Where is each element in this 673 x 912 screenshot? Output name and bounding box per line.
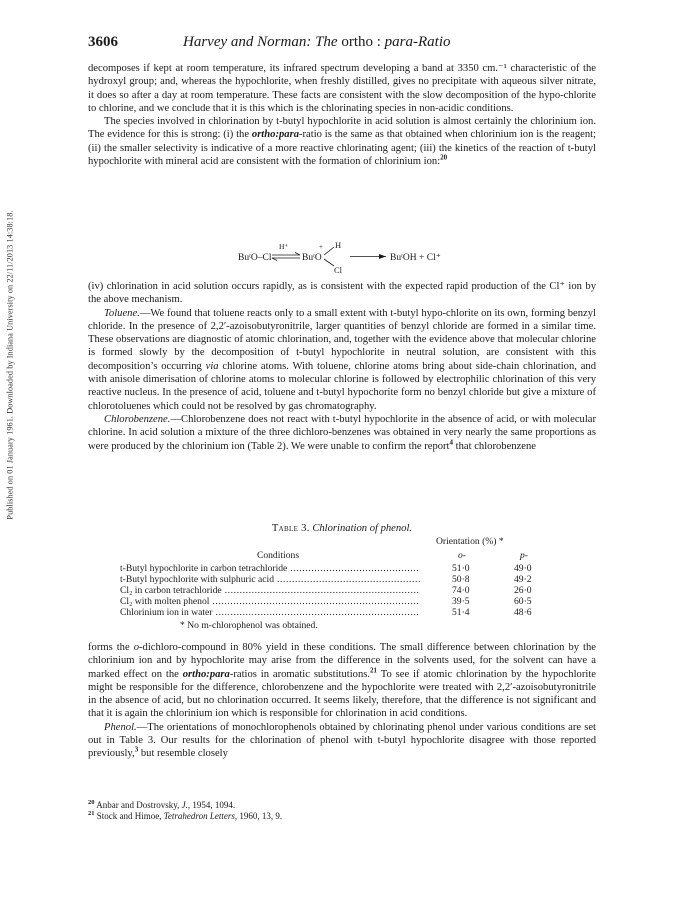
table-row [120, 596, 560, 607]
phenol-heading: Phenol. [104, 721, 137, 733]
text-block-bottom [88, 641, 596, 761]
paragraph-3: (iv) chlorination in acid solution occurs rapidly, as is consistent with the expected rapid production of the Cl⁺ ion by the above mechanism. [88, 281, 596, 306]
p6-ortho: ortho [182, 668, 207, 680]
table-cell-o: 50·8 [452, 574, 470, 585]
footnote-21 [88, 811, 596, 822]
footnote-20-authors: Anbar and Dostrovsky, [96, 800, 180, 810]
p6-sep: : [206, 668, 210, 680]
eq-reactant: BuᵗO–Cl [238, 253, 272, 263]
running-title-the: The [315, 34, 338, 50]
reaction-scheme [88, 238, 596, 274]
toluene-via: via [205, 360, 219, 372]
footnote-20 [88, 800, 596, 811]
download-watermark-text: Published on 01 January 1961. Downloaded by Indiana University on 22/11/2013 14:38:18. [5, 210, 15, 520]
paragraph-6 [88, 641, 596, 721]
text-block-top [88, 62, 596, 168]
table-cell-p: 26·0 [514, 585, 532, 596]
footnote-21-rest: 1960, 13, 9. [239, 811, 283, 821]
table-footnote: * No m-chlorophenol was obtained. [180, 620, 318, 631]
eq-intermediate-bu: BuᵗO [302, 253, 322, 263]
eq-intermediate-cl: Cl [334, 265, 343, 274]
p2-text-a: The species involved in chlorination by t-butyl hypochlorite in acid solution is almost certainly the chlorinium ion. The evidence for this is strong: (i) the [88, 116, 596, 141]
running-title-ortho: ortho [341, 34, 373, 50]
table-row [120, 607, 560, 618]
table-cell-o: 51·0 [452, 563, 470, 574]
table-cell-condition: t-Butyl hypochlorite in carbon tetrachloride ..... [120, 563, 420, 574]
eq-intermediate-plus: + [319, 243, 323, 251]
table-header-o: o- [458, 550, 466, 561]
ref-4: 4 [449, 438, 454, 447]
paragraph-chlorobenzene [88, 413, 596, 453]
eq-products: BuᵗOH + Cl⁺ [390, 253, 441, 263]
table-caption: Chlorination of phenol. [312, 523, 413, 534]
table-cell-o: 39·5 [452, 596, 470, 607]
running-title-para: para-Ratio [384, 34, 451, 50]
text-block-middle [88, 280, 596, 453]
p6-text-c: -ratios in aromatic substitutions. [229, 668, 371, 680]
p6-text-a: forms the [88, 642, 130, 653]
eq-product-arrowhead [379, 254, 386, 259]
table-cell-condition: Cl₂ in carbon tetrachloride ..... [120, 585, 420, 596]
chlorobenzene-text-a: —Chlorobenzene does not react with t-butyl hypochlorite in the absence of acid, or with molecular chlorine. In acid solution a mixture of the three dichloro-benzenes was obtained in very nearly the same proportions as were produced by the chlorinium ion (Table 2). We were unable to confirm the report [88, 413, 596, 452]
toluene-text-b: chlorine atoms. With toluene, chlorine atoms bring about side-chain chlorination, and with anisole dimerisation of chlorine atoms to molecular chlorine is followed by electrophilic chlorination of this very reactive nucleus. In the presence of acid, toluene and t-butyl hypochorite form no benzyl chloride but give a mixture of chlorotoluenes which could not be resolved by gas chromatography. [88, 360, 596, 412]
p6-para: para [209, 668, 230, 680]
table-label: Table 3. [271, 523, 310, 534]
table-cell-condition: Chlorinium ion in water ..... [120, 607, 420, 618]
table-cell-o: 74·0 [452, 585, 470, 596]
paragraph-2 [88, 115, 596, 168]
footnote-21-number: 21 [88, 810, 95, 817]
toluene-text-a: —We found that toluene reacts only to a small extent with t-butyl hypo-chlorite on its own, forming benzyl chloride. In the presence of 2,2′-azoisobutyronitrile, larger quantities of benzyl chloride are formed in a similar time. These observations are diagnostic of atomic chlorination, and, together with the evidence above that molecular chlorine is formed slowly by the decomposition of t-butyl hypochlorite in neutral solution, are consistent with this decomposition’s occurring [88, 307, 596, 372]
eq-bond-cl [324, 259, 334, 266]
table-header-p: p- [520, 550, 528, 561]
paragraph-phenol [88, 721, 596, 761]
running-title-sep: : [376, 34, 381, 50]
p2-sep: : [275, 129, 279, 141]
reaction-equation [88, 238, 596, 274]
phenol-text-b: but resemble closely [140, 748, 228, 760]
paragraph-toluene [88, 307, 596, 413]
p6-o: o [133, 642, 140, 653]
running-header [88, 34, 596, 54]
running-title-authors: Harvey and Norman: [183, 34, 312, 50]
chlorobenzene-heading: Chlorobenzene. [104, 413, 171, 425]
table-row [120, 574, 560, 585]
footnote-20-rest: 1954, 1094. [192, 800, 236, 810]
ref-20: 20 [440, 153, 448, 162]
table-row [120, 563, 560, 574]
table-cell-condition: t-Butyl hypochlorite with sulphuric acid ..... [120, 574, 420, 585]
footnote-20-journal: J., [181, 800, 191, 810]
table-header-conditions: Conditions [256, 550, 300, 561]
phenol-text-a: —The orientations of monochlorophenols obtained by chlorinating phenol under various conditions are set out in Table 3. Our results for the chlorination of phenol with t-butyl hypochlorite disagree with those reported previously, [88, 721, 596, 760]
download-watermark [4, 150, 16, 580]
p2-para: para [278, 129, 299, 141]
table-cell-p: 49·2 [514, 574, 532, 585]
table-cell-p: 49·0 [514, 563, 532, 574]
footnote-21-authors: Stock and Himoe, [96, 811, 162, 821]
footnote-21-journal: Tetrahedron Letters, [163, 811, 238, 821]
table-cell-p: 60·5 [514, 596, 532, 607]
p6-text-d: To see if atomic chlorination by the hypochlorite might be responsible for the difference, chlorobenzene and the hypochlorite were treated with 2,2′-azoisobutyronitrile in the absence of acid, but no chlorination occurred. It seems likely, therefore, that the difference is not significant and that it is again the chlorinium ion which is responsible for chlorination in acid conditions. [88, 668, 596, 720]
ref-3: 3 [134, 745, 139, 754]
p6-text-b: -dichloro-compound in 80% yield in these conditions. The small difference between chlorination by the chlorinium ion and by hypochlorite may arise from the difference in the solvents used, for the solvent can have a marked effect on the [88, 642, 596, 680]
page-number: 3606 [88, 34, 118, 50]
p2-text-b: -ratio is the same as that obtained when chlorinium ion is the reagent; (ii) the smaller selectivity is indicative of a more reactive chlorinating agent; (iii) the kinetics of the reaction of t-butyl hypochlorite with mineral acid are consistent with the formation of chlorinium ion: [88, 129, 597, 168]
table-cell-o: 51·4 [452, 607, 470, 618]
table-title [88, 523, 596, 534]
chlorobenzene-text-b: that chlorobenzene [455, 440, 536, 452]
paragraph-1: decomposes if kept at room temperature, its infrared spectrum developing a band at 3350 cm.⁻¹ characteristic of the hydroxyl group; and, whereas the hypochlorite, when freshly distilled, gives no precipitate with aqueous silver nitrate, it does so after a day at room temperature. These facts are consistent with the slow decomposition of the hypo-chlorite to chlorine, and we conclude that it is this which is the chlorinating species in non-acidic conditions. [88, 63, 596, 114]
table-cell-condition: Cl₂ with molten phenol ..... [120, 596, 420, 607]
p2-ortho: ortho [251, 129, 276, 141]
toluene-heading: Toluene. [104, 307, 140, 319]
eq-catalyst: H⁺ [279, 242, 289, 251]
ref-21: 21 [370, 666, 378, 675]
table-row [120, 585, 560, 596]
eq-intermediate-h: H [335, 240, 342, 250]
running-title [183, 34, 451, 51]
eq-bond-h [324, 247, 334, 255]
table-header-orientation: Orientation (%) * [436, 536, 504, 547]
footnote-20-number: 20 [88, 799, 95, 806]
table-cell-p: 48·6 [514, 607, 532, 618]
